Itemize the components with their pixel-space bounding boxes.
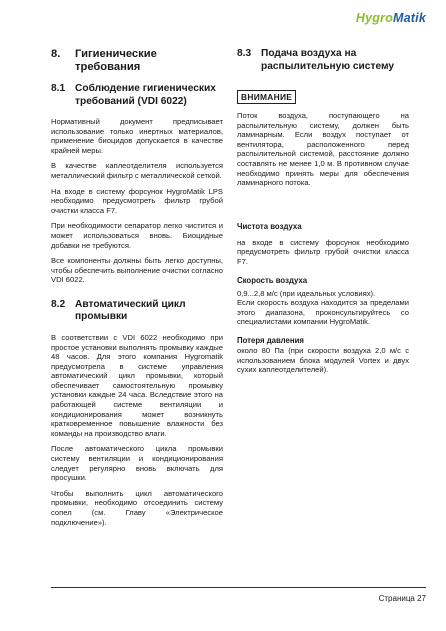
section-number: 8.: [51, 48, 61, 60]
paragraph: Все компоненты должны быть легко доступны, чтобы обеспечить выполнение очистки согласно VDI 6022.: [51, 256, 223, 285]
subheading-air-speed: Скорость воздуха: [237, 275, 308, 285]
paragraph: На входе в систему форсунок HygroMatik LPS необходимо предусмотреть фильтр грубой очистки класса F7.: [51, 186, 223, 215]
section-number: 8.1: [51, 83, 66, 94]
hygromatik-logo: [356, 11, 426, 25]
left-column: [51, 48, 223, 527]
section-number: 8.3: [237, 48, 252, 59]
paragraph: Поток воздуха, поступающего на распылительную систему, должен быть ламинарным. Если воздух поступает от вентилятора, расположенного перед распылительной системой, расстояние должно составлять не менее 1,0 м. В противном случае необходимо принять меры для обеспечения ламинарного потока.: [237, 111, 409, 188]
paragraph: около 80 Па (при скорости воздуха 2,0 м/с с использованием блока модулей Vortex и двух сухих каплеотделителей).: [237, 345, 409, 375]
section-number: 8.2: [51, 298, 66, 310]
subheading-air-cleanliness: Чистота воздуха: [237, 221, 302, 231]
page-number: Страница 27: [378, 594, 426, 603]
section-8-heading: [51, 48, 223, 74]
warning-badge: ВНИМАНИЕ: [237, 90, 296, 104]
paragraph: 0,9...2,8 м/с (при идеальных условиях).: [237, 288, 376, 298]
section-title: Автоматический цикл промывки: [75, 298, 186, 323]
subheading-pressure-loss: Потеря давления: [237, 335, 304, 345]
right-column: [237, 48, 409, 375]
footer-divider: [51, 587, 426, 588]
paragraph: на входе в систему форсунок необходимо предусмотреть фильтр грубой очистки класса F7.: [237, 237, 409, 266]
section-8-1-heading: [51, 83, 223, 108]
section-title: Гигиенические требования: [75, 48, 157, 73]
paragraph: Нормативный документ предписывает использование только инертных материалов, применение биоцидов допускается в качестве крайней меры.: [51, 117, 223, 155]
paragraph: В качестве каплеотделителя используется металлический фильтр с металлической сеткой.: [51, 161, 223, 180]
section-title: Соблюдение гигиенических требований (VDI 6022): [75, 83, 216, 107]
section-title: Подача воздуха на распылительную систему: [261, 48, 395, 72]
logo-part-matik: Matik: [393, 11, 426, 25]
section-8-2-heading: [51, 299, 223, 324]
paragraph: В соответствии с VDI 6022 необходимо при простое установки выполнять промывку каждые 48 часов. Для этого компания Hygromatik предусмотрела в системе управления автоматический цикл промывки, который обеспечивает самостоятельную промывку установки каждые 24 часа. Вследствие этого на работающей системе вентиляции и кондиционирования может возникнуть кратковременное повышение влажности без команды на производство влаги.: [51, 332, 223, 438]
logo-part-hygro: Hygro: [355, 11, 394, 25]
paragraph: Если скорость воздуха находится за пределами этого диапазона, проконсультируйтесь со специалистами компании HygroMatik.: [237, 298, 409, 327]
paragraph: При необходимости сепаратор легко чистится и может использоваться вновь. Биоцидные добавки не требуются.: [51, 221, 223, 250]
section-8-3-heading: [237, 48, 409, 73]
paragraph: Чтобы выполнить цикл автоматического промывки, необходимо отсоединить систему сопел (см. Главу «Электрическое подключение»).: [51, 488, 223, 527]
paragraph: После автоматического цикла промывки систему вентиляции и кондиционирования следует регулярно вновь включать для просушки.: [51, 444, 223, 483]
